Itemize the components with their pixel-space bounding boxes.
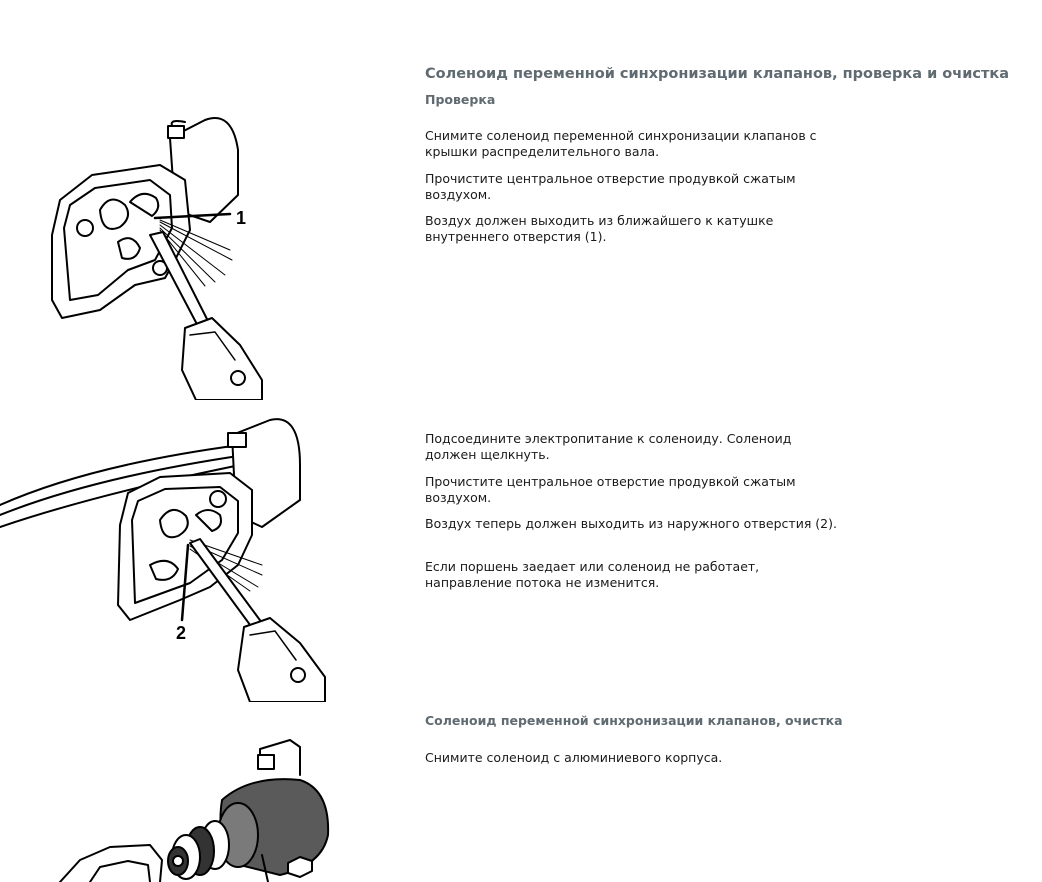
figure-solenoid-check-2 xyxy=(0,415,340,702)
instruction-paragraph: Прочистите центральное отверстие продувкой сжатым воздухом. xyxy=(425,171,796,202)
figure-solenoid-cleaning xyxy=(0,735,340,882)
instruction-paragraph: Если поршень заедает или соленоид не работает, направление потока не изменится. xyxy=(425,559,760,590)
subtitle-check: Проверка xyxy=(425,92,496,107)
instruction-paragraph: Снимите соленоид с алюминиевого корпуса. xyxy=(425,750,723,765)
instruction-paragraph: Воздух теперь должен выходить из наружного отверстия (2). xyxy=(425,516,837,531)
figure-solenoid-check-1 xyxy=(0,110,300,400)
instruction-paragraph: Прочистите центральное отверстие продувкой сжатым воздухом. xyxy=(425,474,796,505)
instruction-paragraph: Подсоедините электропитание к соленоиду. Соленоид должен щелкнуть. xyxy=(425,431,792,462)
instruction-paragraph: Воздух должен выходить из ближайшего к катушке внутреннего отверстия (1). xyxy=(425,213,774,244)
page-title: Соленоид переменной синхронизации клапанов, проверка и очистка xyxy=(425,66,1009,82)
subtitle-cleaning: Соленоид переменной синхронизации клапанов, очистка xyxy=(425,713,843,728)
callout-label: 1 xyxy=(236,208,247,228)
callout-label: 2 xyxy=(176,623,187,643)
instruction-paragraph: Снимите соленоид переменной синхронизации клапанов с крышки распределительного вала. xyxy=(425,128,817,159)
